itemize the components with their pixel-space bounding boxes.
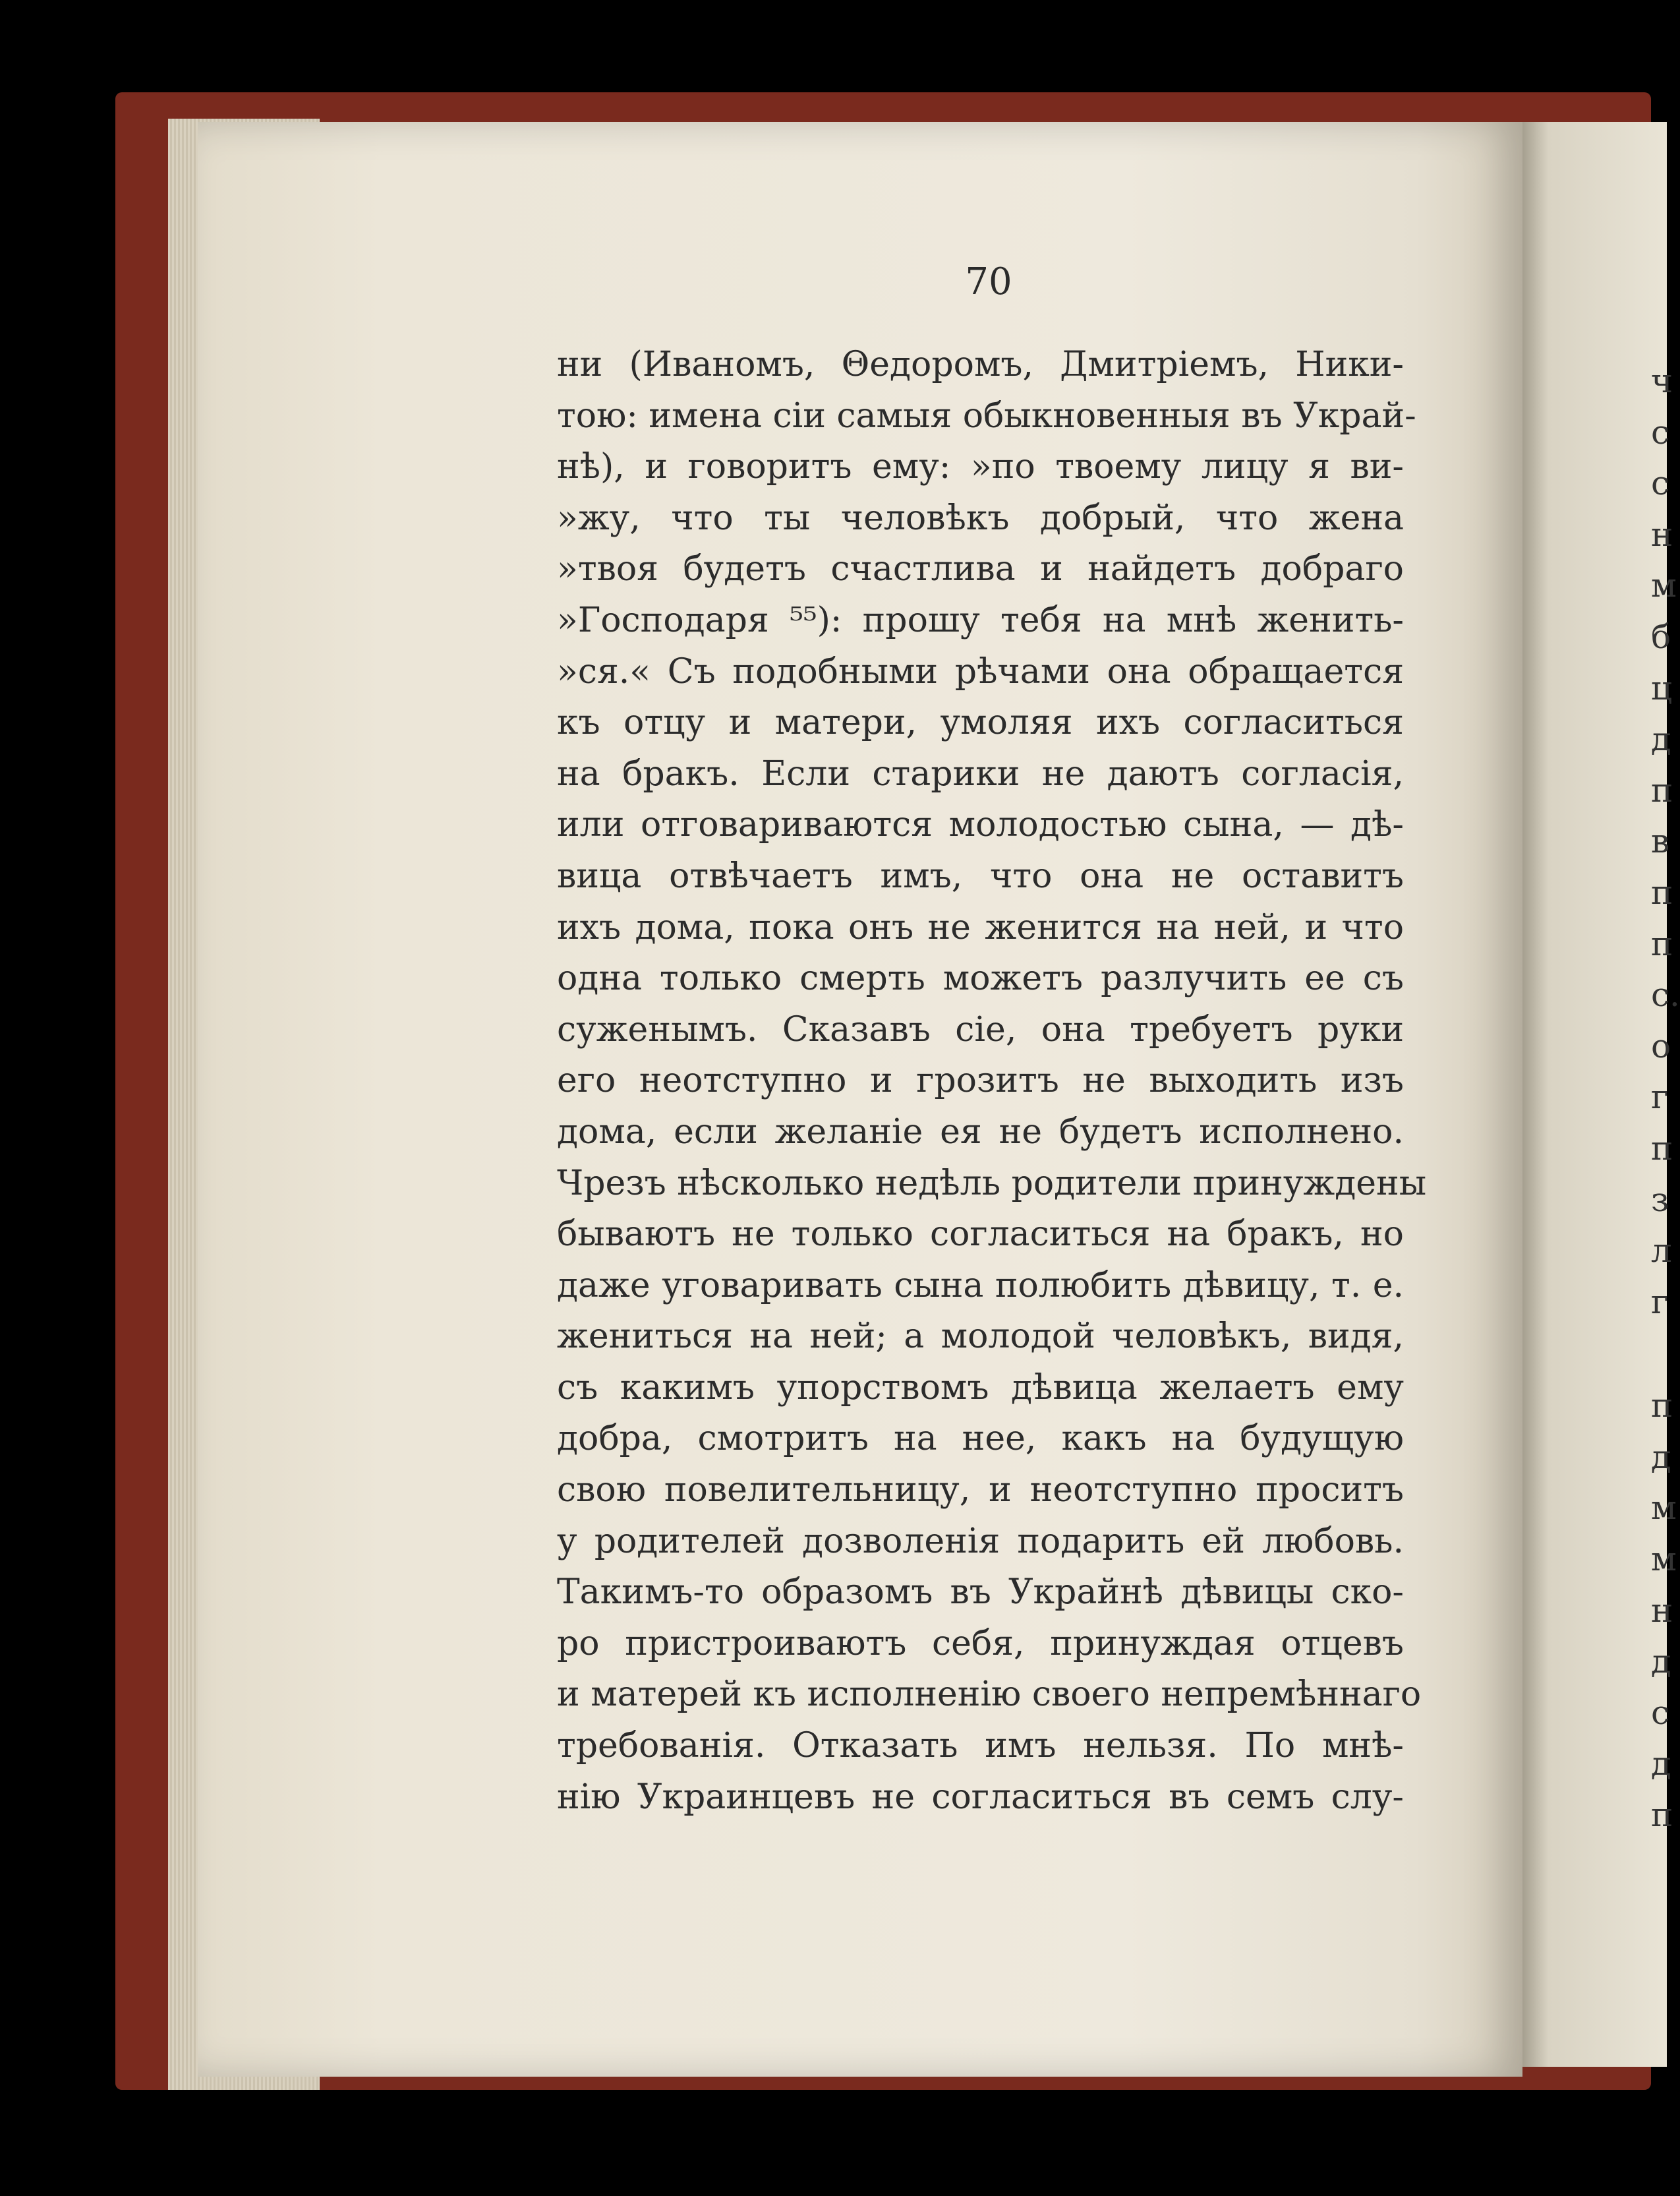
text-line: бываютъ не только согласиться на бракъ, но [557, 1214, 1404, 1255]
next-page-fragment: с [1651, 1693, 1670, 1732]
text-line: Чрезъ нѣсколько недѣль родители принуждены [557, 1163, 1427, 1203]
text-line: Такимъ-то образомъ въ Украйнѣ дѣвицы ско- [557, 1572, 1404, 1613]
text-line: нѣ), и говоритъ ему: »по твоему лицу я ви- [557, 447, 1404, 487]
next-page-fragment: в [1651, 822, 1670, 861]
next-page-fragment: д [1651, 1642, 1671, 1681]
text-line: вица отвѣчаетъ имъ, что она не оставитъ [557, 856, 1404, 896]
next-page-fragment: л [1651, 1232, 1672, 1270]
next-page-fragment: с [1651, 464, 1670, 503]
text-line: суженымъ. Сказавъ сіе, она требуетъ руки [557, 1009, 1404, 1050]
text-line: его неотступно и грозитъ не выходить изъ [557, 1061, 1404, 1101]
text-line: и матерей къ исполненію своего непремѣннаго [557, 1675, 1422, 1715]
text-line: ро пристроиваютъ себя, принуждая отцевъ [557, 1623, 1404, 1663]
next-page-fragment: б [1651, 617, 1671, 656]
next-page-fragment: п [1651, 771, 1673, 810]
next-page-fragment: м [1651, 1489, 1677, 1528]
next-page-fragment: г [1651, 1282, 1669, 1321]
next-page-fragment: м [1651, 566, 1677, 605]
next-page-fragment: п [1651, 1129, 1673, 1168]
text-line: »жу, что ты человѣкъ добрый, что жена [557, 498, 1404, 538]
text-line: »ся.« Съ подобными рѣчами она обращается [557, 651, 1404, 692]
text-line: »твоя будетъ счастлива и найдетъ добраго [557, 549, 1404, 589]
text-line: нію Украинцевъ не согласиться въ семъ слу- [557, 1777, 1404, 1817]
next-page-text [1651, 356, 1680, 1841]
text-line: одна только смерть можетъ разлучить ее съ [557, 959, 1404, 999]
next-page-fragment: д [1651, 1744, 1671, 1783]
next-page-fragment: д [1651, 1437, 1671, 1476]
text-line: »Господаря ⁵⁵): прошу тебя на мнѣ женить- [557, 600, 1404, 640]
page-text [557, 340, 1427, 1823]
next-page-fragment: п [1651, 1796, 1673, 1835]
next-page-fragment: п [1651, 873, 1673, 912]
text-line: добра, смотритъ на нее, какъ на будущую [557, 1419, 1404, 1459]
text-line: даже уговаривать сына полюбить дѣвицу, т. е. [557, 1265, 1404, 1305]
text-line: къ отцу и матери, умоляя ихъ согласиться [557, 703, 1404, 743]
text-line: или отговариваются молодостью сына, — дѣ- [557, 805, 1404, 845]
next-page-fragment: д [1651, 720, 1671, 759]
text-line: дома, если желаніе ея не будетъ исполнено. [557, 1112, 1404, 1152]
text-line: требованія. Отказать имъ нельзя. По мнѣ- [557, 1726, 1404, 1766]
next-page-fragment: с. [1651, 976, 1680, 1015]
text-line: у родителей дозволенія подарить ей любовь. [557, 1521, 1404, 1561]
next-page-fragment: м [1651, 1540, 1677, 1579]
next-page-fragment: з [1651, 1180, 1669, 1219]
next-page-fragment: г [1651, 1078, 1669, 1117]
text-line: свою повелительницу, и неотступно проситъ [557, 1470, 1404, 1510]
text-line: ни (Иваномъ, Θедоромъ, Дмитріемъ, Ники- [557, 345, 1404, 384]
next-page-fragment: ч [1651, 362, 1673, 400]
text-line: тою: имена сіи самыя обыкновенныя въ Украй- [557, 396, 1416, 436]
text-line: на бракъ. Если старики не даютъ согласія, [557, 754, 1404, 794]
next-page-fragment: ц [1651, 668, 1673, 707]
text-line: съ какимъ упорствомъ дѣвица желаетъ ему [557, 1367, 1404, 1408]
next-page-fragment: н [1651, 515, 1673, 554]
next-page-fragment: п [1651, 924, 1673, 963]
next-page-fragment: п [1651, 1386, 1673, 1425]
text-line: жениться на ней; а молодой человѣкъ, видя, [557, 1317, 1404, 1357]
next-page [1522, 122, 1680, 2067]
text-line: ихъ дома, пока онъ не женится на ней, и что [557, 907, 1404, 947]
next-page-fragment: о [1651, 1026, 1671, 1065]
next-page-fragment: н [1651, 1591, 1673, 1630]
next-page-fragment: с [1651, 413, 1670, 452]
page-number: 70 [965, 260, 1012, 303]
